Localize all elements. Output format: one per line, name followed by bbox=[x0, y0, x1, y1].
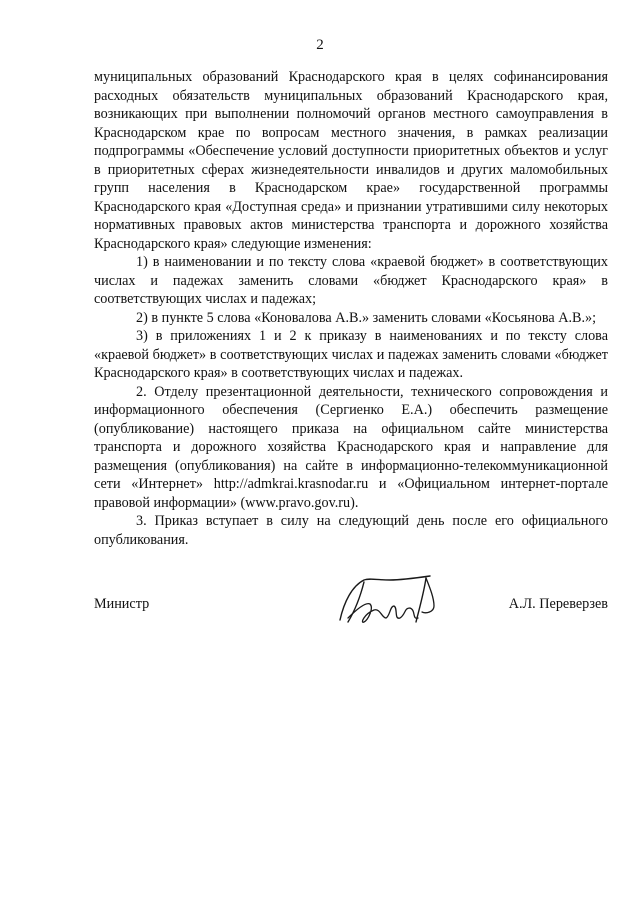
paragraph-clause-2: 2. Отделу презентационной деятельности, технического сопровождения и информационного обеспечения (Сергиенко Е.А.) обеспечить размещение (опубликование) настоящего приказа на официальном сайте министерства транспорта и дорожного хозяйства Краснодарского края и направление для размещения (опубликования) на сайте в информационно-телекоммуникационной сети «Интернет» http://admkrai.krasnodar.ru и «Официальном интернет-портале правовой информации» (www.pravo.gov.ru). bbox=[94, 383, 608, 511]
minister-title: Министр bbox=[94, 596, 150, 612]
paragraph-clause-3: 3. Приказ вступает в силу на следующий день после его официального опубликования. bbox=[94, 513, 608, 548]
paragraph-item-1: 1) в наименовании и по тексту слова «краевой бюджет» в соответствующих числах и падежах заменить словами «бюджет Краснодарского края» в соответствующих числах и падежах; bbox=[94, 254, 608, 307]
paragraph-amendments-intro: муниципальных образований Краснодарского края в целях софинансирования расходных обязательств муниципальных образований Краснодарского края, возникающих при выполнении полномочий органов местного самоуправления в Краснодарском крае по вопросам местного значения, в рамках реализации подпрограммы «Обеспечение условий доступности приоритетных объектов и услуг в приоритетных сферах жизнедеятельности инвалидов и других маломобильных групп населения в Краснодарском крае» государственной программы Краснодарского края «Доступная среда» и признании утратившими силу некоторых нормативных правовых актов министерства транспорта и дорожного хозяйства Краснодарского края» следующие изменения: bbox=[94, 69, 608, 252]
paragraph-item-3: 3) в приложениях 1 и 2 к приказу в наименованиях и по тексту слова «краевой бюджет» в соответствующих числах и падежах заменить словами «бюджет Краснодарского края» в соответствующих числах и падежах. bbox=[94, 328, 608, 381]
signature-block bbox=[94, 572, 608, 632]
document-body bbox=[94, 68, 608, 549]
handwritten-signature-icon bbox=[330, 572, 450, 630]
signer-name: А.Л. Переверзев bbox=[508, 596, 608, 612]
page-number: 2 bbox=[316, 37, 324, 53]
paragraph-item-2: 2) в пункте 5 слова «Коновалова А.В.» заменить словами «Косьянова А.В.»; bbox=[136, 309, 597, 326]
